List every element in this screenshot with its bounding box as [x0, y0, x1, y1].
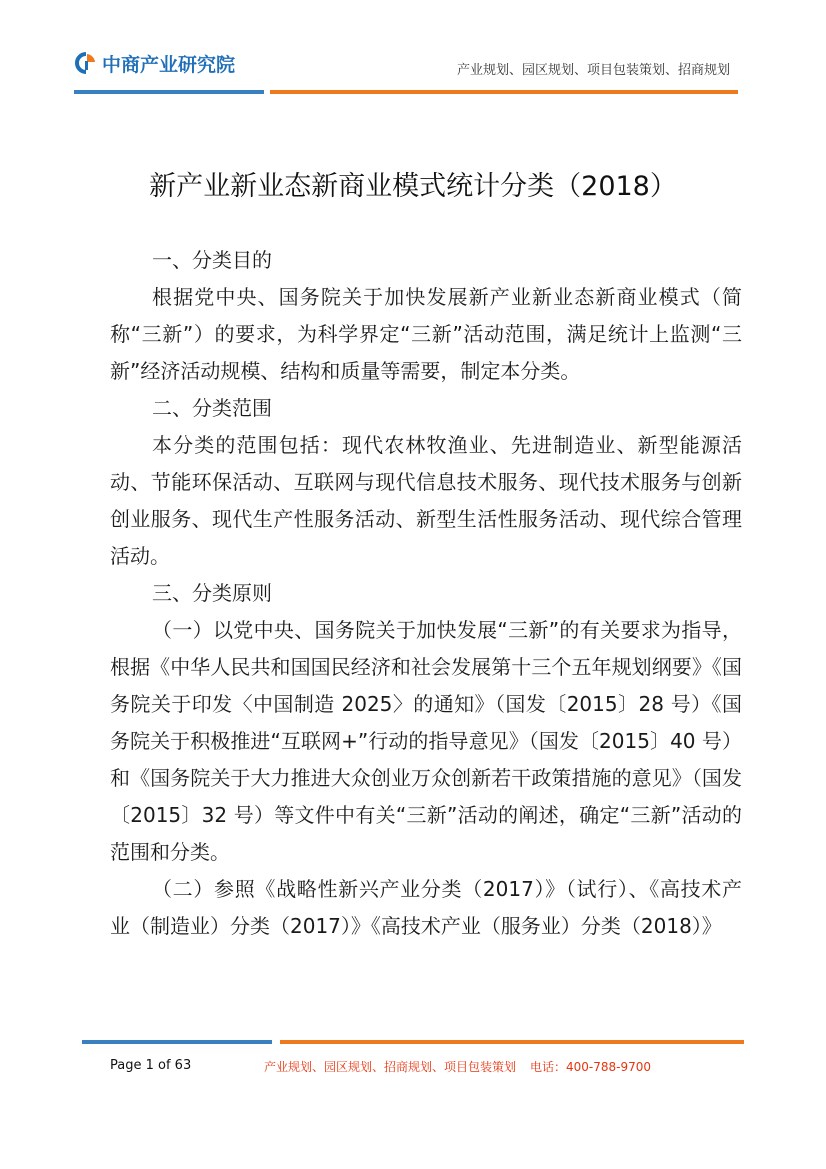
paragraph: （二）参照《战略性新兴产业分类（2017）》（试行）、《高技术产业（制造业）分类（2017）》《高技术产业（服务业）分类（2018）》 [110, 877, 742, 938]
logo-text: 中商产业研究院 [102, 53, 236, 76]
page-number: Page 1 of 63 [110, 1058, 192, 1073]
header-rule-orange [270, 90, 738, 94]
logo-c-icon [74, 51, 98, 75]
footer-services: 产业规划、园区规划、招商规划、项目包装策划 [264, 1060, 517, 1074]
section-heading: 一、分类目的 [152, 248, 272, 272]
section-heading: 二、分类范围 [152, 396, 272, 420]
footer-tagline [264, 1058, 651, 1075]
header-rule-blue [74, 90, 264, 94]
paragraph: 本分类的范围包括：现代农林牧渔业、先进制造业、新型能源活动、节能环保活动、互联网与现代信息技术服务、现代技术服务与创新创业服务、现代生产性服务活动、新型生活性服务活动、现代综合管理活动。 [110, 433, 742, 568]
footer-rule-blue [82, 1040, 272, 1044]
document-body [110, 242, 742, 945]
section-heading: 三、分类原则 [152, 581, 272, 605]
paragraph: 根据党中央、国务院关于加快发展新产业新业态新商业模式（简称“三新”）的要求，为科学界定“三新”活动范围，满足统计上监测“三新”经济活动规模、结构和质量等需要，制定本分类。 [110, 285, 742, 383]
company-logo [74, 50, 235, 76]
header-tagline: 产业规划、园区规划、项目包装策划、招商规划 [456, 63, 730, 78]
footer-rule-orange [280, 1040, 744, 1044]
document-title: 新产业新业态新商业模式统计分类（2018） [149, 171, 677, 202]
paragraph: （一）以党中央、国务院关于加快发展“三新”的有关要求为指导，根据《中华人民共和国国民经济和社会发展第十三个五年规划纲要》《国务院关于印发〈中国制造 2025〉的通知》（国发〔2015〕28 号）《国务院关于积极推进“互联网+”行动的指导意见》（国发〔2015〕40 号）和《国务院关于大力推进大众创业万众创新若干政策措施的意见》（国发〔2015〕32 号）等文件中有关“三新”活动的阐述，确定“三新”活动的范围和分类。 [110, 618, 742, 864]
footer-phone: 电话：400-788-9700 [530, 1060, 652, 1074]
